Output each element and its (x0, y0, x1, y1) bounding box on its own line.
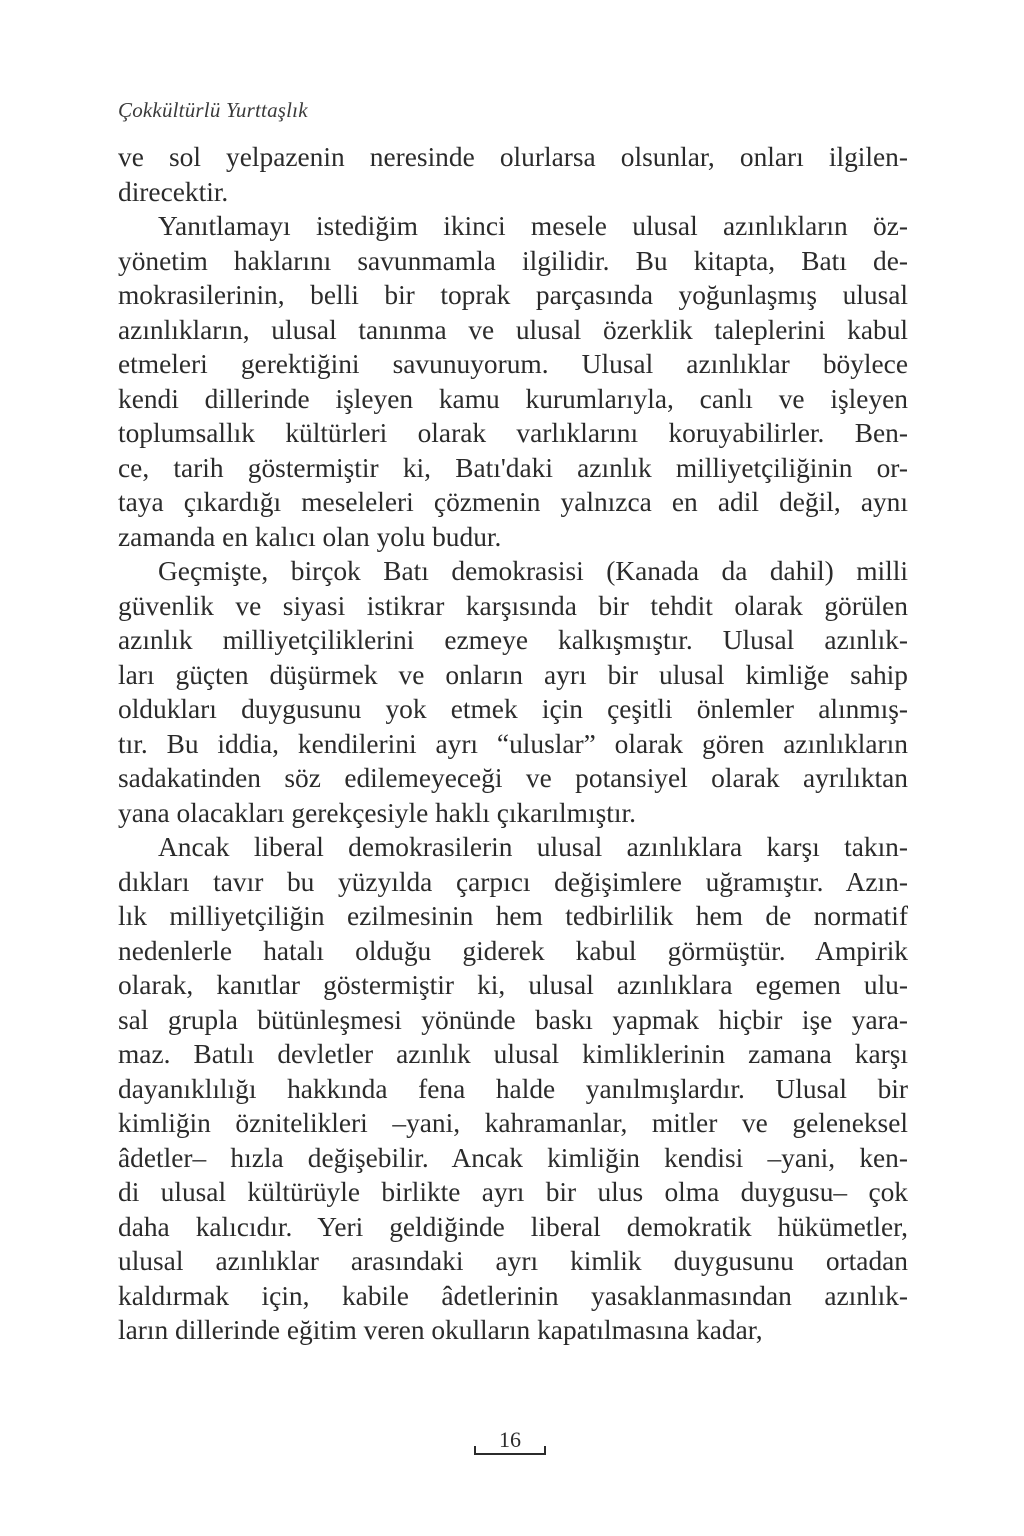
paragraph-4-line-11: di ulusal kültürüyle birlikte ayrı bir ulus olma duygusu– çok (118, 1177, 908, 1207)
paragraph-3-line-2: güvenlik ve siyasi istikrar karşısında bir tehdit olarak görülen (118, 590, 908, 621)
paragraph-4-line-6: sal grupla bütünleşmesi yönünde baskı yapmak hiçbir işe yara- (118, 1004, 908, 1035)
paragraph-2-line-7: toplumsallık kültürleri olarak varlıklarını koruyabilirler. Ben- (118, 418, 908, 448)
paragraph-2-line-10: zamanda en kalıcı olan yolu budur. (118, 521, 502, 552)
paragraph-2-line-9: taya çıkardığı meseleleri çözmenin yalnızca en adil değil, aynı (118, 487, 908, 517)
paragraph-4-line-13: ulusal azınlıklar arasındaki ayrı kimlik duygusunu ortadan (118, 1246, 908, 1276)
body-text (118, 140, 908, 1348)
paragraph-4-line-12: daha kalıcıdır. Yeri geldiğinde liberal demokratik hükümetler, (118, 1211, 908, 1242)
paragraph-3-line-5: oldukları duygusunu yok etmek için çeşitli önlemler alınmış- (118, 694, 908, 724)
paragraph-4-line-14: kaldırmak için, kabile âdetlerinin yasaklanmasından azınlık- (118, 1280, 908, 1311)
paragraph-3-line-1: Geçmişte, birçok Batı demokrasisi (Kanada da dahil) milli (158, 556, 908, 586)
page-number-rule-left-tick (474, 1446, 476, 1455)
paragraph-3-line-3: azınlık milliyetçiliklerini ezmeye kalkışmıştır. Ulusal azınlık- (118, 625, 908, 655)
paragraph-4-line-4: nedenlerle hatalı olduğu giderek kabul görmüştür. Ampirik (118, 935, 908, 966)
paragraph-3-line-6: tır. Bu iddia, kendilerini ayrı “uluslar” olarak gören azınlıkların (118, 728, 908, 759)
paragraph-2-line-2: yönetim haklarını savunmamla ilgilidir. Bu kitapta, Batı de- (118, 245, 908, 276)
page-number: 16 (499, 1427, 521, 1452)
paragraph-4-line-10: âdetler– hızla değişebilir. Ancak kimliğin kendisi –yani, ken- (118, 1142, 908, 1173)
paragraph-4-line-1: Ancak liberal demokrasilerin ulusal azınlıklara karşı takın- (158, 832, 908, 862)
paragraph-3-line-8: yana olacakları gerekçesiyle haklı çıkarılmıştır. (118, 797, 636, 828)
paragraph-1-line-2: direcektir. (118, 176, 229, 207)
paragraph-4-line-3: lık milliyetçiliğin ezilmesinin hem tedbirlilik hem de normatif (118, 901, 908, 931)
paragraph-2-line-4: azınlıkların, ulusal tanınma ve ulusal özerklik taleplerini kabul (118, 314, 908, 345)
running-header: Çokkültürlü Yurttaşlık (118, 98, 308, 122)
paragraph-4-line-7: maz. Batılı devletler azınlık ulusal kimliklerinin zamana karşı (118, 1039, 908, 1069)
paragraph-3-line-7: sadakatinden söz edilemeyeceği ve potansiyel olarak ayrılıktan (118, 763, 908, 793)
page-number-rule (474, 1453, 546, 1455)
paragraph-4-line-8: dayanıklılığı hakkında fena halde yanılmışlardır. Ulusal bir (118, 1073, 908, 1104)
paragraph-2-line-5: etmeleri gerektiğini savunuyorum. Ulusal azınlıklar böylece (118, 349, 908, 379)
paragraph-4-line-15: ların dillerinde eğitim veren okulların kapatılmasına kadar, (118, 1315, 763, 1345)
page-number-block (474, 1427, 546, 1453)
paragraph-2-line-3: mokrasilerinin, belli bir toprak parçasında yoğunlaşmış ulusal (118, 280, 908, 310)
page-number-rule-right-tick (544, 1446, 546, 1455)
paragraph-4-line-9: kimliğin öznitelikleri –yani, kahramanlar, mitler ve geleneksel (118, 1108, 908, 1138)
paragraph-3-line-4: ları güçten düşürmek ve onların ayrı bir ulusal kimliğe sahip (118, 659, 908, 690)
paragraph-4-line-2: dıkları tavır bu yüzyılda çarpıcı değişimlere uğramıştır. Azın- (118, 866, 908, 897)
paragraph-1-line-1: ve sol yelpazenin neresinde olurlarsa olsunlar, onları ilgilen- (118, 142, 908, 172)
paragraph-2-line-1: Yanıtlamayı istediğim ikinci mesele ulusal azınlıkların öz- (158, 211, 908, 241)
paragraph-2-line-6: kendi dillerinde işleyen kamu kurumlarıyla, canlı ve işleyen (118, 383, 908, 414)
paragraph-4-line-5: olarak, kanıtlar göstermiştir ki, ulusal azınlıklara egemen ulu- (118, 970, 908, 1000)
paragraph-2-line-8: ce, tarih göstermiştir ki, Batı'daki azınlık milliyetçiliğinin or- (118, 452, 908, 483)
